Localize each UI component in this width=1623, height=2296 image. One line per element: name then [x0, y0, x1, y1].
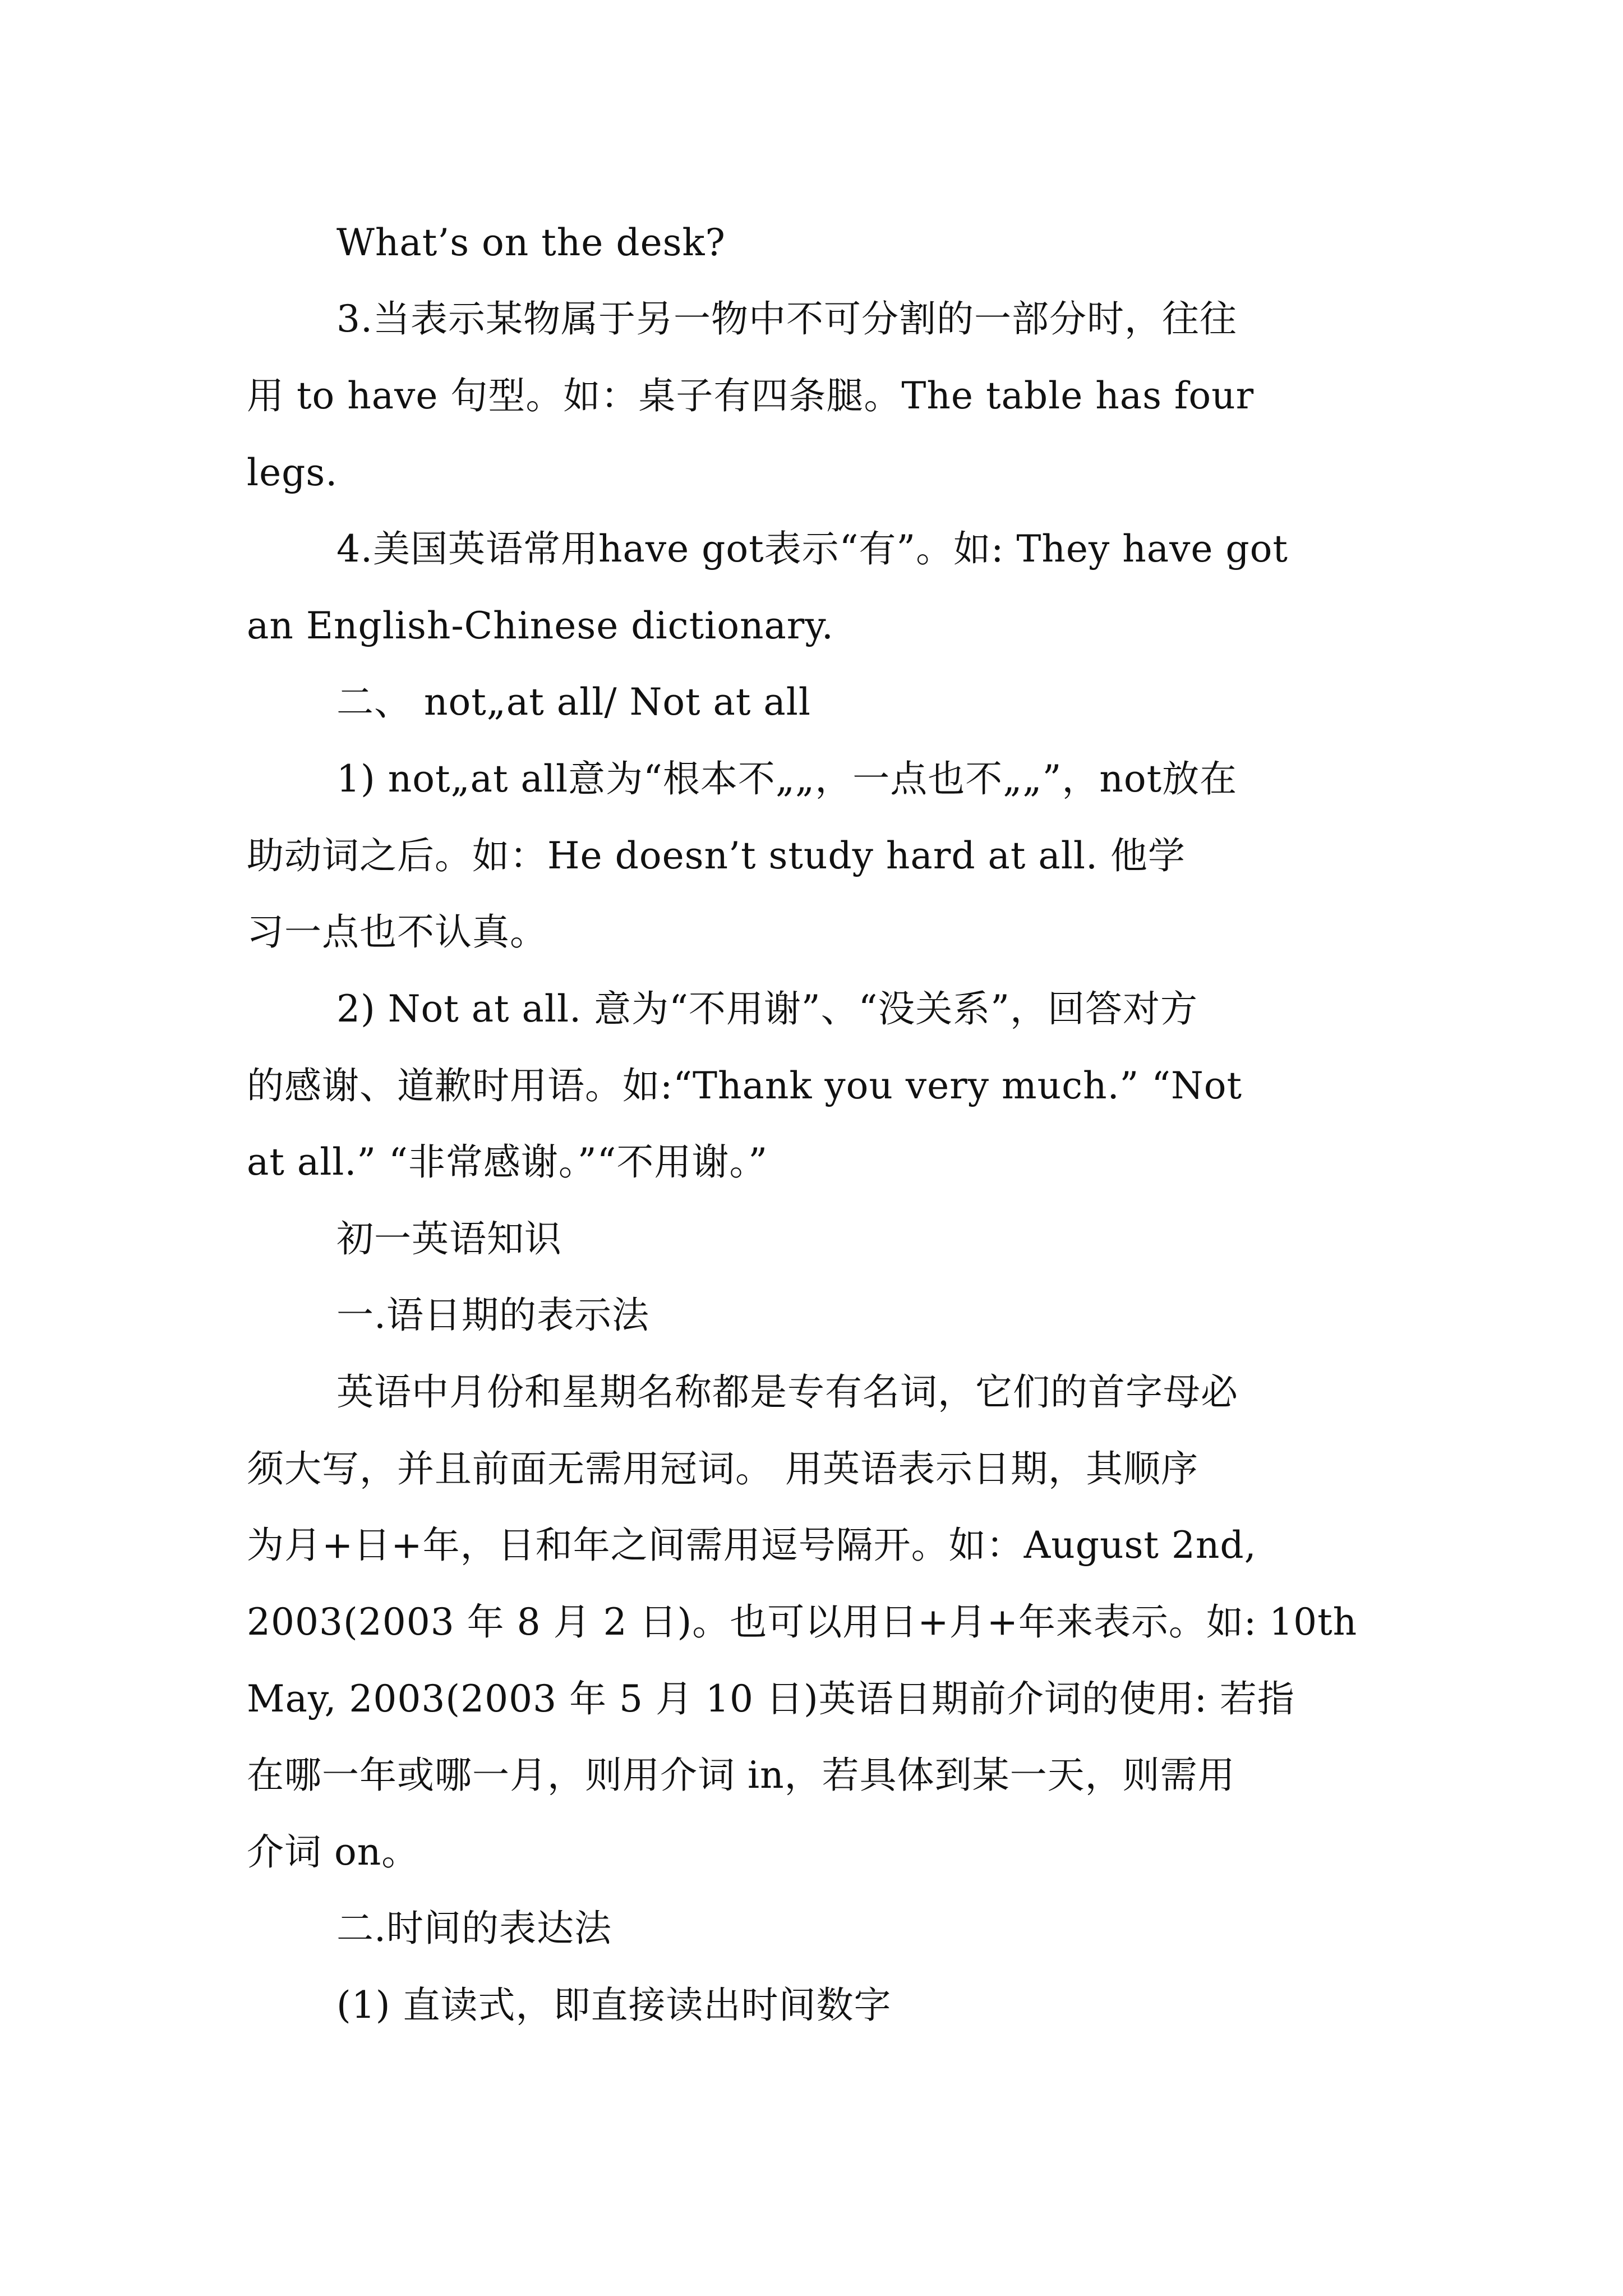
text-line-6: an English-Chinese dictionary.	[247, 604, 834, 647]
text-line-20: May, 2003(2003 年 5 月 10 日)英语日期前介词的使用: 若指	[247, 1677, 1295, 1720]
text-line-13: at all.” “非常感谢。”“不用谢。”	[247, 1140, 768, 1184]
text-line-4: legs.	[247, 451, 338, 494]
text-line-9: 助动词之后。如：He doesn’t study hard at all. 他学	[247, 834, 1186, 877]
text-line-8: 1) not„at all意为“根本不„„，一点也不„„”，not放在	[336, 757, 1238, 800]
text-line-16: 英语中月份和星期名称都是专有名词，它们的首字母必	[336, 1370, 1238, 1414]
text-line-22: 介词 on。	[247, 1830, 419, 1874]
text-line-10: 习一点也不认真。	[247, 910, 547, 954]
text-line-3: 用 to have 句型。如：桌子有四条腿。The table has four	[247, 374, 1255, 417]
text-line-11: 2) Not at all. 意为“不用谢”、“没关系”，回答对方	[336, 987, 1198, 1030]
section-heading-dates: 一.语日期的表示法	[336, 1294, 649, 1337]
text-line-19: 2003(2003 年 8 月 2 日)。也可以用日+月+年来表示。如: 10th	[247, 1600, 1358, 1644]
text-line-5: 4.美国英语常用have got表示“有”。如: They have got	[336, 527, 1288, 570]
text-line-17: 须大写，并且前面无需用冠词。 用英语表示日期，其顺序	[247, 1447, 1198, 1490]
text-line-24: (1) 直读式，即直接读出时间数字	[336, 1984, 892, 2027]
section-title: 初一英语知识	[336, 1217, 562, 1260]
section-heading-not-at-all: 二、 not„at all/ Not at all	[336, 680, 811, 724]
text-line-2: 3.当表示某物属于另一物中不可分割的一部分时，往往	[336, 297, 1237, 341]
text-line-21: 在哪一年或哪一月，则用介词 in，若具体到某一天，则需用	[247, 1754, 1235, 1797]
text-line-12: 的感谢、道歉时用语。如:“Thank you very much.” “Not	[247, 1064, 1243, 1107]
text-line-18: 为月+日+年，日和年之间需用逗号隔开。如：August 2nd,	[247, 1524, 1257, 1567]
text-line-1: What’s on the desk?	[336, 221, 726, 264]
section-heading-time: 二.时间的表达法	[336, 1907, 612, 1950]
